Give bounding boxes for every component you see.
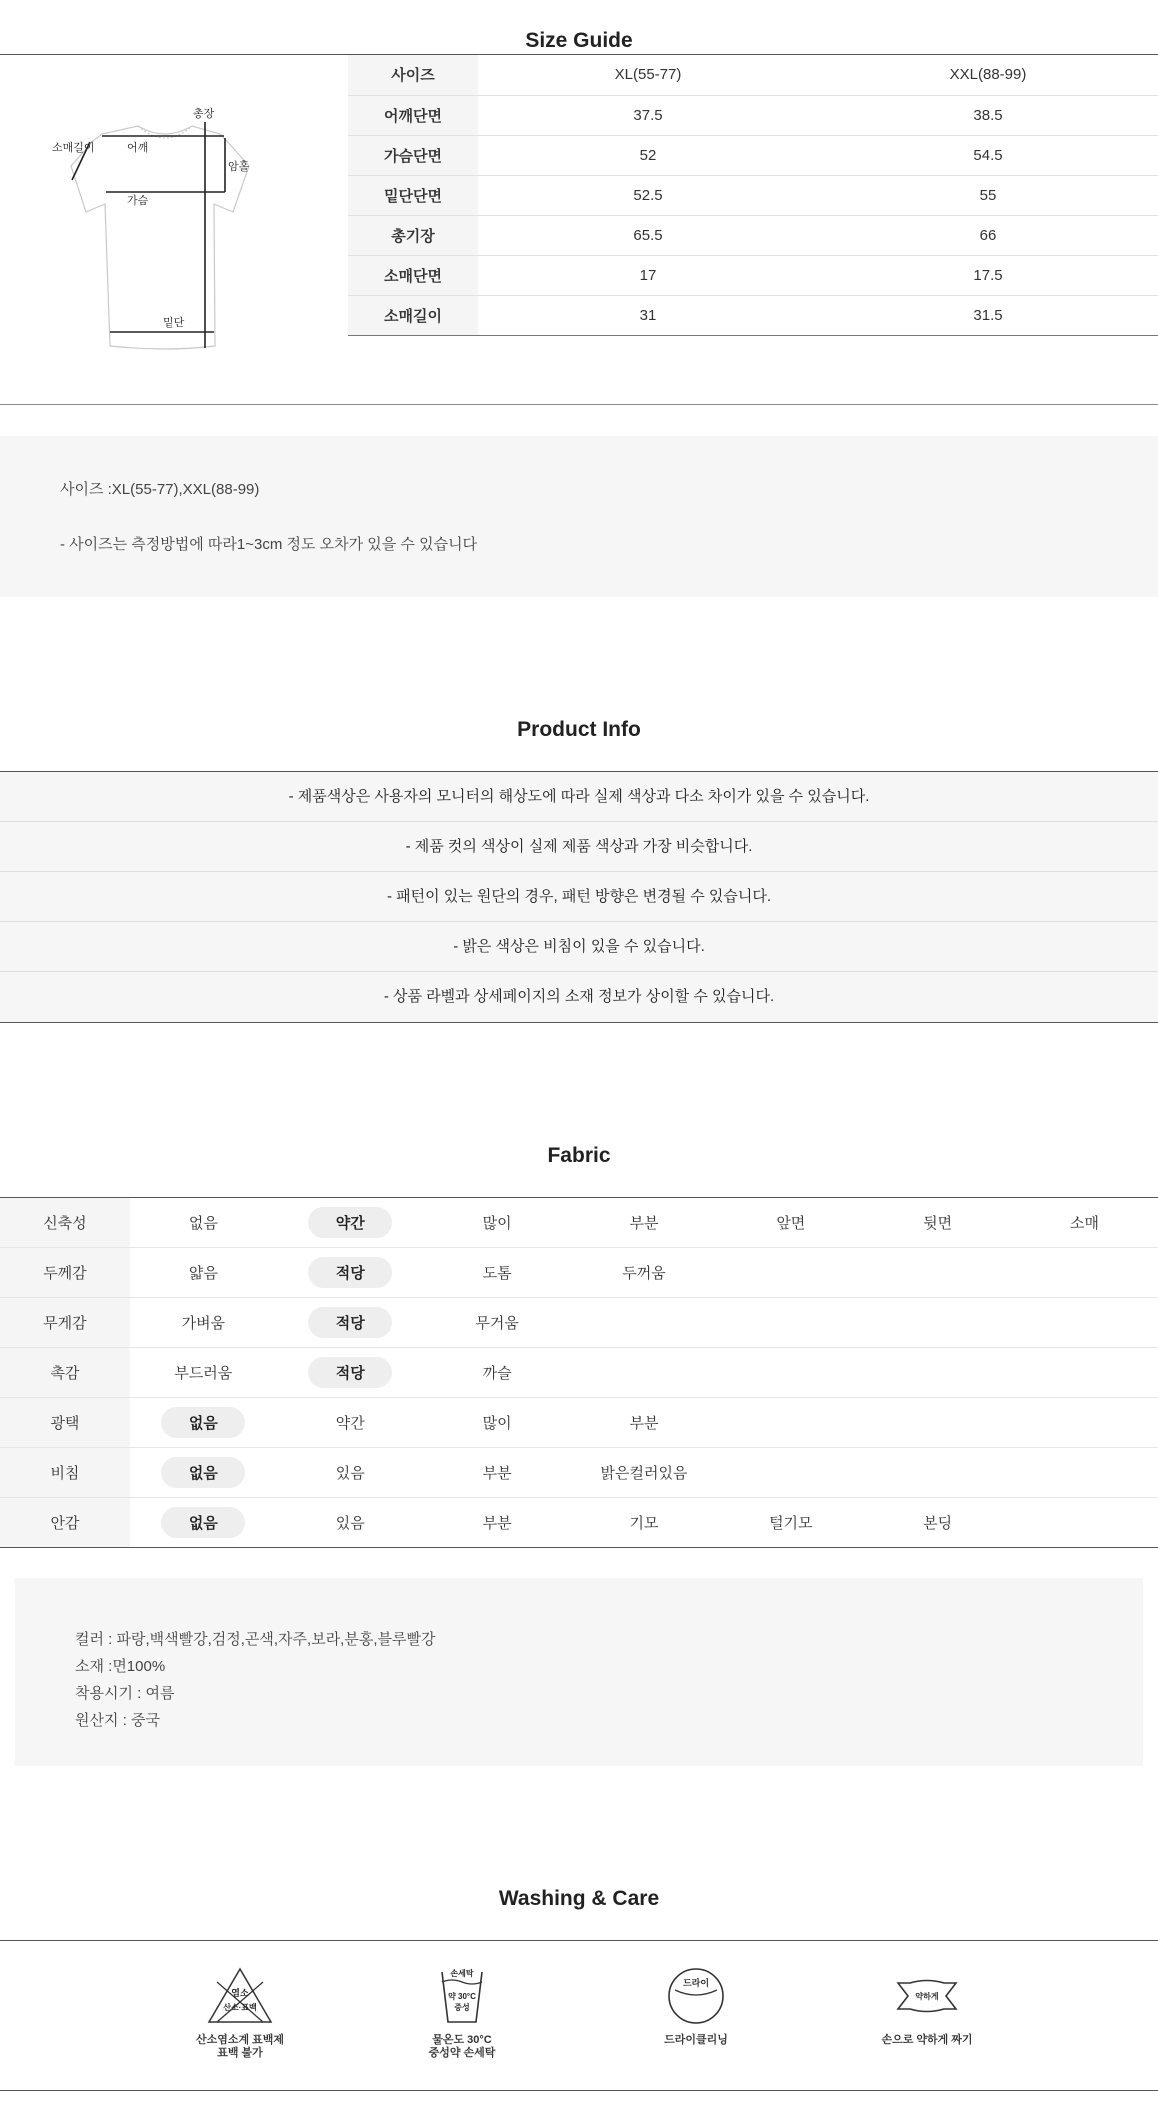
fabric-option: 뒷면 <box>923 1215 953 1232</box>
fabric-option-cell <box>1011 1348 1158 1398</box>
list-item: - 밝은 색상은 비침이 있을 수 있습니다. <box>0 922 1158 972</box>
size-col-xxl: XXL(88-99) <box>818 55 1158 95</box>
fabric-option: 도톰 <box>482 1265 512 1282</box>
cell-value: 55 <box>818 175 1158 215</box>
table-row <box>348 135 1158 175</box>
diagram-label-shoulder: 어깨 <box>127 142 149 154</box>
fabric-option-cell <box>864 1448 1011 1498</box>
cell-value: 65.5 <box>478 215 818 255</box>
fabric-option-cell <box>1011 1298 1158 1348</box>
table-row <box>0 1448 1158 1498</box>
cell-value: 66 <box>818 215 1158 255</box>
fabric-option: 얇음 <box>188 1265 218 1282</box>
fabric-option-selected: 없음 <box>161 1457 245 1488</box>
fabric-option: 많이 <box>482 1415 512 1432</box>
fabric-table <box>0 1197 1158 1548</box>
fabric-option: 가벼움 <box>181 1315 226 1332</box>
fabric-option-cell <box>1011 1398 1158 1448</box>
fabric-option-cell <box>130 1498 277 1548</box>
diagram-label-hem: 밑단 <box>163 317 185 329</box>
svg-text:중성: 중성 <box>454 2003 470 2012</box>
divider <box>0 2090 1158 2091</box>
fabric-option-cell <box>130 1348 277 1398</box>
svg-text:산소·표백: 산소·표백 <box>223 2003 257 2012</box>
table-row <box>348 175 1158 215</box>
fabric-detail-color: 컬러 : 파랑,백색빨강,검정,곤색,자주,보라,분홍,블루빨강 <box>75 1631 436 1648</box>
fabric-option: 소매 <box>1070 1215 1100 1232</box>
svg-text:약 30°C: 약 30°C <box>448 1992 476 2001</box>
fabric-option: 없음 <box>188 1215 218 1232</box>
table-row <box>0 1198 1158 1248</box>
fabric-option: 까슬 <box>482 1365 512 1382</box>
fabric-option-cell <box>717 1248 864 1298</box>
fabric-option-cell <box>424 1198 571 1248</box>
diagram-label-chest: 가슴 <box>127 195 149 207</box>
fabric-option-cell <box>717 1298 864 1348</box>
fabric-option-cell <box>571 1248 718 1298</box>
svg-text:약하게: 약하게 <box>915 1992 939 2001</box>
fabric-option-cell <box>1011 1448 1158 1498</box>
dry-clean-icon <box>661 1966 731 2026</box>
no-bleach-icon <box>205 1966 275 2026</box>
row-label: 밑단단면 <box>348 175 478 215</box>
fabric-option: 앞면 <box>776 1215 806 1232</box>
fabric-option: 부분 <box>629 1215 659 1232</box>
table-row <box>348 255 1158 295</box>
fabric-option-cell <box>864 1498 1011 1548</box>
care-caption: 산소염소계 표백제 표백 불가 <box>195 2034 285 2059</box>
fabric-attribute-label: 신축성 <box>0 1198 130 1248</box>
svg-text:염소: 염소 <box>231 1988 249 1998</box>
fabric-option-cell <box>717 1348 864 1398</box>
fabric-option-cell <box>130 1398 277 1448</box>
cell-value: 38.5 <box>818 95 1158 135</box>
fabric-option-cell <box>864 1398 1011 1448</box>
care-caption: 물온도 30°C 중성약 손세탁 <box>428 2034 496 2059</box>
fabric-attribute-label: 두께감 <box>0 1248 130 1298</box>
fabric-detail-season: 착용시기 : 여름 <box>75 1685 175 1702</box>
fabric-option: 부드러움 <box>174 1365 233 1382</box>
fabric-option: 부분 <box>629 1415 659 1432</box>
fabric-option-selected: 적당 <box>308 1257 392 1288</box>
fabric-option: 밝은컬러있음 <box>600 1465 688 1482</box>
cell-value: 17.5 <box>818 255 1158 295</box>
table-row <box>348 55 1158 95</box>
fabric-option-selected: 없음 <box>161 1507 245 1538</box>
row-label: 가슴단면 <box>348 135 478 175</box>
svg-text:드라이: 드라이 <box>682 1978 710 1988</box>
diagram-label-armhole: 암홀 <box>228 161 250 173</box>
size-note: 사이즈 :XL(55-77),XXL(88-99) <box>60 481 260 498</box>
divider <box>0 1940 1158 1941</box>
fabric-option-cell <box>717 1398 864 1448</box>
care-caption: 손으로 약하게 짜기 <box>881 2034 973 2046</box>
fabric-option-cell <box>130 1198 277 1248</box>
size-header: 사이즈 <box>348 55 478 95</box>
fabric-detail-material: 소재 :면100% <box>75 1658 166 1675</box>
fabric-option-selected: 적당 <box>308 1357 392 1388</box>
fabric-option-cell <box>424 1298 571 1348</box>
fabric-attribute-label: 안감 <box>0 1498 130 1548</box>
fabric-option-cell <box>864 1248 1011 1298</box>
fabric-option-cell <box>864 1298 1011 1348</box>
fabric-option-cell <box>130 1448 277 1498</box>
fabric-option-cell <box>717 1448 864 1498</box>
fabric-option-cell <box>424 1248 571 1298</box>
fabric-option-cell <box>864 1198 1011 1248</box>
fabric-option-cell <box>130 1298 277 1348</box>
list-item: - 패턴이 있는 원단의 경우, 패턴 방향은 변경될 수 있습니다. <box>0 872 1158 922</box>
table-row <box>0 1248 1158 1298</box>
fabric-option-cell <box>277 1398 424 1448</box>
washing-care-title: Washing & Care <box>498 1887 660 1910</box>
fabric-option: 무거움 <box>475 1315 519 1332</box>
svg-text:손세탁: 손세탁 <box>450 1969 474 1978</box>
fabric-option: 기모 <box>629 1515 659 1532</box>
fabric-option: 있음 <box>335 1515 365 1532</box>
gentle-wring-icon <box>892 1966 962 2026</box>
fabric-option: 부분 <box>482 1465 512 1482</box>
fabric-option-cell <box>571 1448 718 1498</box>
fabric-option-cell <box>717 1498 864 1548</box>
care-item-hand-wash <box>387 1966 537 2060</box>
size-guide-title: Size Guide <box>525 29 633 52</box>
row-label: 총기장 <box>348 215 478 255</box>
list-item: - 상품 라벨과 상세페이지의 소재 정보가 상이할 수 있습니다. <box>0 972 1158 1022</box>
fabric-option-cell <box>571 1348 718 1398</box>
fabric-option-cell <box>1011 1248 1158 1298</box>
care-item-no-bleach <box>165 1966 315 2060</box>
fabric-option-selected: 적당 <box>308 1307 392 1338</box>
table-row <box>348 95 1158 135</box>
size-notes-box <box>0 436 1158 597</box>
fabric-option-cell <box>571 1498 718 1548</box>
cell-value: 37.5 <box>478 95 818 135</box>
table-row <box>348 295 1158 335</box>
fabric-option: 털기모 <box>769 1515 813 1532</box>
fabric-option-cell <box>277 1498 424 1548</box>
fabric-option: 있음 <box>335 1465 365 1482</box>
fabric-option-cell <box>277 1348 424 1398</box>
fabric-option-cell <box>1011 1498 1158 1548</box>
fabric-option: 두꺼움 <box>622 1265 666 1282</box>
fabric-option-cell <box>717 1198 864 1248</box>
cell-value: 52.5 <box>478 175 818 215</box>
fabric-attribute-label: 촉감 <box>0 1348 130 1398</box>
fabric-attribute-label: 비침 <box>0 1448 130 1498</box>
fabric-option-cell <box>1011 1198 1158 1248</box>
fabric-option-selected: 없음 <box>161 1407 245 1438</box>
table-row <box>0 1398 1158 1448</box>
table-row <box>348 215 1158 255</box>
fabric-option-cell <box>277 1448 424 1498</box>
cell-value: 31 <box>478 295 818 335</box>
fabric-option: 많이 <box>482 1215 512 1232</box>
product-info-title: Product Info <box>517 718 641 741</box>
fabric-option-cell <box>277 1298 424 1348</box>
hand-wash-icon <box>427 1966 497 2026</box>
fabric-option: 본딩 <box>923 1515 953 1532</box>
fabric-option-cell <box>277 1198 424 1248</box>
care-item-gentle-wring <box>852 1966 1002 2047</box>
fabric-detail-origin: 원산지 : 중국 <box>75 1712 160 1729</box>
divider <box>0 404 1158 405</box>
product-info-list <box>0 771 1158 1023</box>
fabric-option-cell <box>571 1198 718 1248</box>
list-item: - 제품 컷의 색상이 실제 제품 색상과 가장 비슷합니다. <box>0 822 1158 872</box>
fabric-option: 부분 <box>482 1515 512 1532</box>
diagram-label-total-length: 총장 <box>193 108 215 120</box>
fabric-option-cell <box>424 1498 571 1548</box>
row-label: 어깨단면 <box>348 95 478 135</box>
fabric-option-cell <box>277 1248 424 1298</box>
table-row <box>0 1348 1158 1398</box>
size-note: - 사이즈는 측정방법에 따라1~3cm 정도 오차가 있을 수 있습니다 <box>60 536 478 553</box>
table-row <box>0 1498 1158 1548</box>
fabric-option-cell <box>424 1398 571 1448</box>
cell-value: 52 <box>478 135 818 175</box>
fabric-option-cell <box>130 1248 277 1298</box>
row-label: 소매길이 <box>348 295 478 335</box>
tshirt-measure-diagram <box>50 100 280 360</box>
size-col-xl: XL(55-77) <box>478 55 818 95</box>
fabric-option-cell <box>571 1298 718 1348</box>
cell-value: 54.5 <box>818 135 1158 175</box>
fabric-attribute-label: 광택 <box>0 1398 130 1448</box>
cell-value: 17 <box>478 255 818 295</box>
care-caption: 드라이클리닝 <box>664 2034 728 2046</box>
cell-value: 31.5 <box>818 295 1158 335</box>
fabric-option-selected: 약간 <box>308 1207 392 1238</box>
fabric-details-box <box>15 1578 1143 1766</box>
care-item-dry-clean <box>621 1966 771 2047</box>
table-row <box>0 1298 1158 1348</box>
fabric-option: 약간 <box>335 1415 365 1432</box>
row-label: 소매단면 <box>348 255 478 295</box>
fabric-option-cell <box>571 1398 718 1448</box>
size-table <box>348 55 1158 336</box>
fabric-option-cell <box>864 1348 1011 1398</box>
fabric-option-cell <box>424 1448 571 1498</box>
fabric-title: Fabric <box>547 1144 611 1167</box>
fabric-option-cell <box>424 1348 571 1398</box>
diagram-label-sleeve-length: 소매길이 <box>52 142 95 154</box>
list-item: - 제품색상은 사용자의 모니터의 해상도에 따라 실제 색상과 다소 차이가 있을 수 있습니다. <box>0 772 1158 822</box>
fabric-attribute-label: 무게감 <box>0 1298 130 1348</box>
